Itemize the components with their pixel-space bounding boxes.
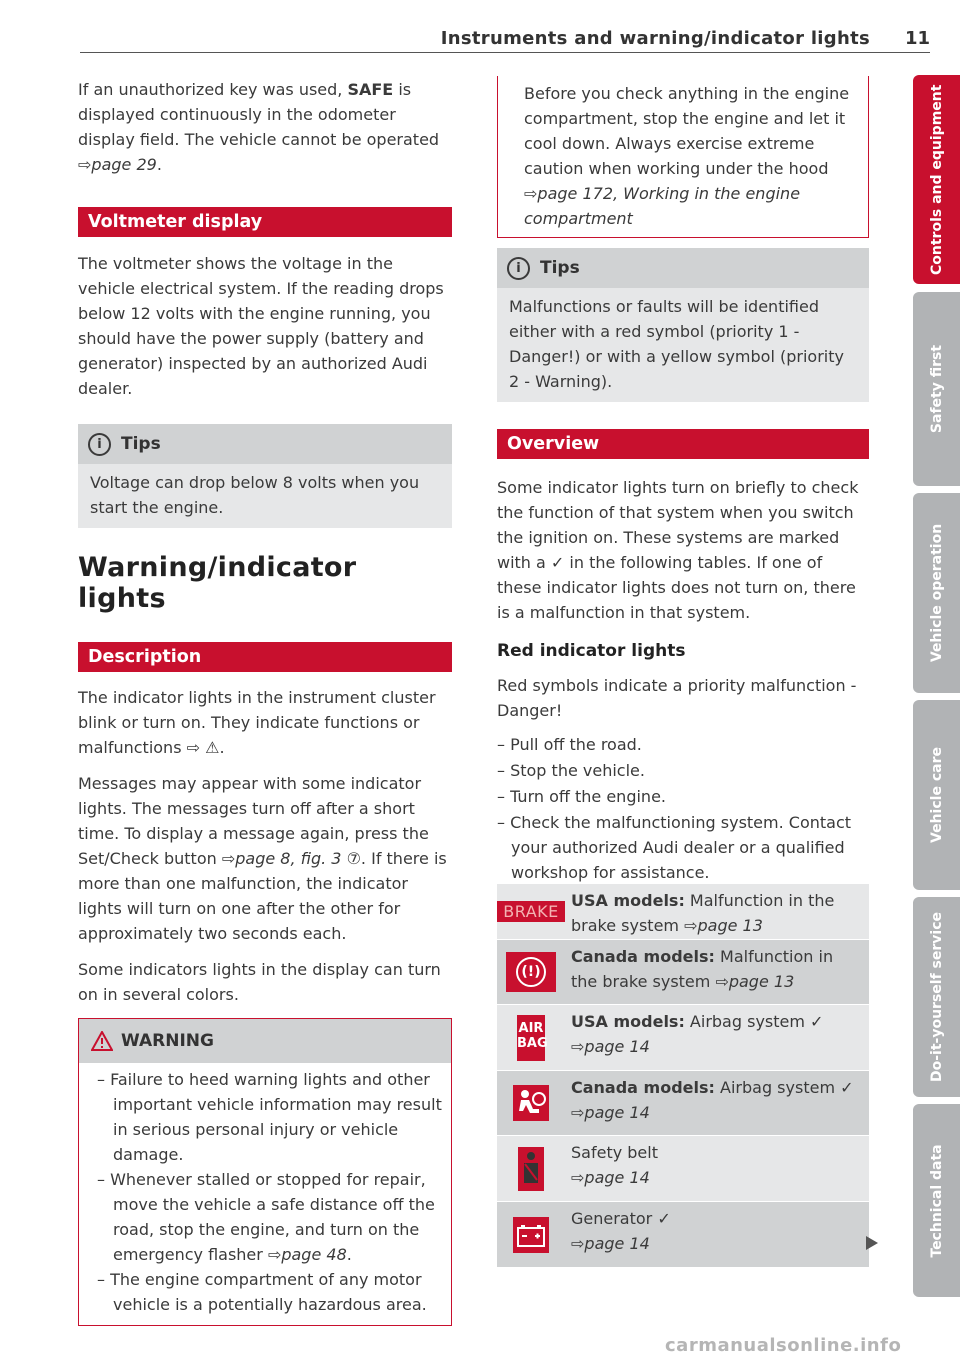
- sidebar-tab-technical-data[interactable]: Technical data: [913, 1104, 960, 1297]
- table-row: Safety belt ⇨page 14: [497, 1136, 869, 1202]
- left-column: [78, 77, 452, 1326]
- sidebar-tab-safety[interactable]: Safety first: [913, 292, 960, 486]
- page-header: [80, 22, 930, 53]
- voltmeter-tips-box: [78, 424, 452, 528]
- sidebar-tab-diy-service[interactable]: Do-it-yourself service: [913, 897, 960, 1097]
- description-paragraph-1: The indicator lights in the instrument cluster blink or turn on. They indicate functions or malfunctions ⇨ ⚠.: [78, 688, 436, 757]
- warning-body: [79, 1063, 451, 1325]
- info-icon: i: [88, 433, 111, 456]
- page-ref-link[interactable]: ⇨page 14: [571, 1234, 650, 1253]
- check-icon: ✓: [550, 553, 565, 572]
- footer-watermark: carmanualsonline.info: [665, 1335, 902, 1356]
- steps-list: [497, 732, 869, 885]
- overview-heading: Overview: [497, 429, 869, 459]
- indicator-table: [497, 884, 869, 1268]
- tips-header: i Tips: [497, 248, 869, 288]
- warning-item: – The engine compartment of any motor vehicle is a potentially hazardous area.: [97, 1270, 427, 1314]
- page-number: 11: [904, 28, 930, 49]
- warning-triangle-icon: ⚠: [205, 738, 220, 757]
- airbag-text-icon: AIR BAG: [517, 1015, 545, 1061]
- safe-label: SAFE: [347, 80, 394, 99]
- table-row: AIR BAG USA models: Airbag system ✓ ⇨page 14: [497, 1005, 869, 1071]
- page-ref-link[interactable]: ⇨page 13: [684, 916, 763, 935]
- tips-header: i Tips: [78, 424, 452, 464]
- tips-body: Malfunctions or faults will be identified either with a red symbol (priority 1 - Danger!) or with a yellow symbol (priority 2 - Warning).: [497, 288, 869, 402]
- voltmeter-body: The voltmeter shows the voltage in the vehicle electrical system. If the reading drops below 12 volts with the engine running, you should have the power supply (battery and generator) inspected by an authorized Audi dealer.: [78, 254, 444, 398]
- warning-continued-box: Before you check anything in the engine compartment, stop the engine and let it cool down. Always exercise extreme caution when working under the hood ⇨page 172, Working in the engine compartment: [497, 76, 869, 238]
- right-column: [497, 76, 869, 885]
- red-lights-body: Red symbols indicate a priority malfunction - Danger!: [497, 676, 857, 720]
- red-lights-heading: Red indicator lights: [497, 641, 686, 661]
- section-title: Warning/indicator lights: [78, 552, 357, 614]
- continue-arrow-icon: [866, 1236, 878, 1250]
- table-row: Canada models: Airbag system ✓ ⇨page 14: [497, 1071, 869, 1136]
- seatbelt-icon: [518, 1147, 544, 1191]
- step-item: – Turn off the engine.: [497, 787, 666, 806]
- table-row: Generator ✓ ⇨page 14: [497, 1202, 869, 1268]
- description-paragraph-2: Messages may appear with some indicator lights. The messages turn off after a short time. To display a message again, press the Set/Check button ⇨page 8, fig. 3 ⑦. If there is more than one malfunction, the indicator lights will turn on one after the other for approximately two seconds each.: [78, 774, 447, 943]
- intro-paragraph: If an unauthorized key was used, SAFE is displayed continuously in the odometer display field. The vehicle cannot be operated ⇨page 29.: [78, 80, 440, 174]
- page-ref-link[interactable]: ⇨page 14: [571, 1037, 650, 1056]
- overview-paragraph: Some indicator lights turn on briefly to check the function of that system when you switch the ignition on. These systems are marked with a ✓ in the following tables. If one of these indicator lights does not turn on, there is a malfunction in that system.: [497, 478, 859, 622]
- page-ref-link[interactable]: ⇨page 48: [267, 1245, 347, 1264]
- table-row: (!) Canada models: Malfunction in the brake system ⇨page 13: [497, 940, 869, 1005]
- warning-header: WARNING: [79, 1019, 451, 1063]
- page-ref-link[interactable]: ⇨page 8, fig. 3: [221, 849, 342, 868]
- description-paragraph-3: Some indicators lights in the display can turn on in several colors.: [78, 960, 441, 1004]
- warning-item: – Whenever stalled or stopped for repair, move the vehicle a safe distance off the road, stop the engine, and turn on the emergency flasher ⇨page 48.: [97, 1170, 435, 1264]
- page-ref-link[interactable]: ⇨page 14: [571, 1168, 650, 1187]
- step-item: – Pull off the road.: [497, 735, 642, 754]
- brake-text-icon: BRAKE: [497, 901, 565, 922]
- page-ref-link[interactable]: ⇨page 29: [78, 155, 157, 174]
- battery-icon: [513, 1217, 549, 1253]
- warning-box: [78, 1018, 452, 1326]
- table-row: BRAKE USA models: Malfunction in the brake system ⇨page 13: [497, 884, 869, 940]
- sidebar-tab-vehicle-operation[interactable]: Vehicle operation: [913, 493, 960, 693]
- info-icon: i: [507, 257, 530, 280]
- tips-body: Voltage can drop below 8 volts when you start the engine.: [78, 464, 452, 528]
- right-tips-box: [497, 248, 869, 402]
- header-title: Instruments and warning/indicator lights: [440, 28, 870, 49]
- page-ref-link[interactable]: ⇨page 172, Working in the engine compartment: [524, 184, 801, 228]
- airbag-symbol-icon: [513, 1085, 549, 1121]
- step-item: – Stop the vehicle.: [497, 761, 645, 780]
- warning-item: – Failure to heed warning lights and other important vehicle information may result in serious personal injury or vehicle damage.: [97, 1070, 442, 1164]
- sidebar-tab-vehicle-care[interactable]: Vehicle care: [913, 700, 960, 890]
- sidebar-tab-controls[interactable]: Controls and equipment: [913, 75, 960, 284]
- description-heading: Description: [78, 642, 452, 672]
- circled-number-icon: ⑦: [346, 849, 361, 868]
- voltmeter-heading: Voltmeter display: [78, 207, 452, 237]
- page-ref-link[interactable]: ⇨page 13: [715, 972, 795, 991]
- page-ref-link[interactable]: ⇨page 14: [571, 1103, 650, 1122]
- brake-circle-icon: (!): [506, 952, 556, 992]
- step-item: – Check the malfunctioning system. Contact your authorized Audi dealer or a qualified workshop for assistance.: [497, 813, 852, 882]
- warning-triangle-icon: [91, 1031, 113, 1051]
